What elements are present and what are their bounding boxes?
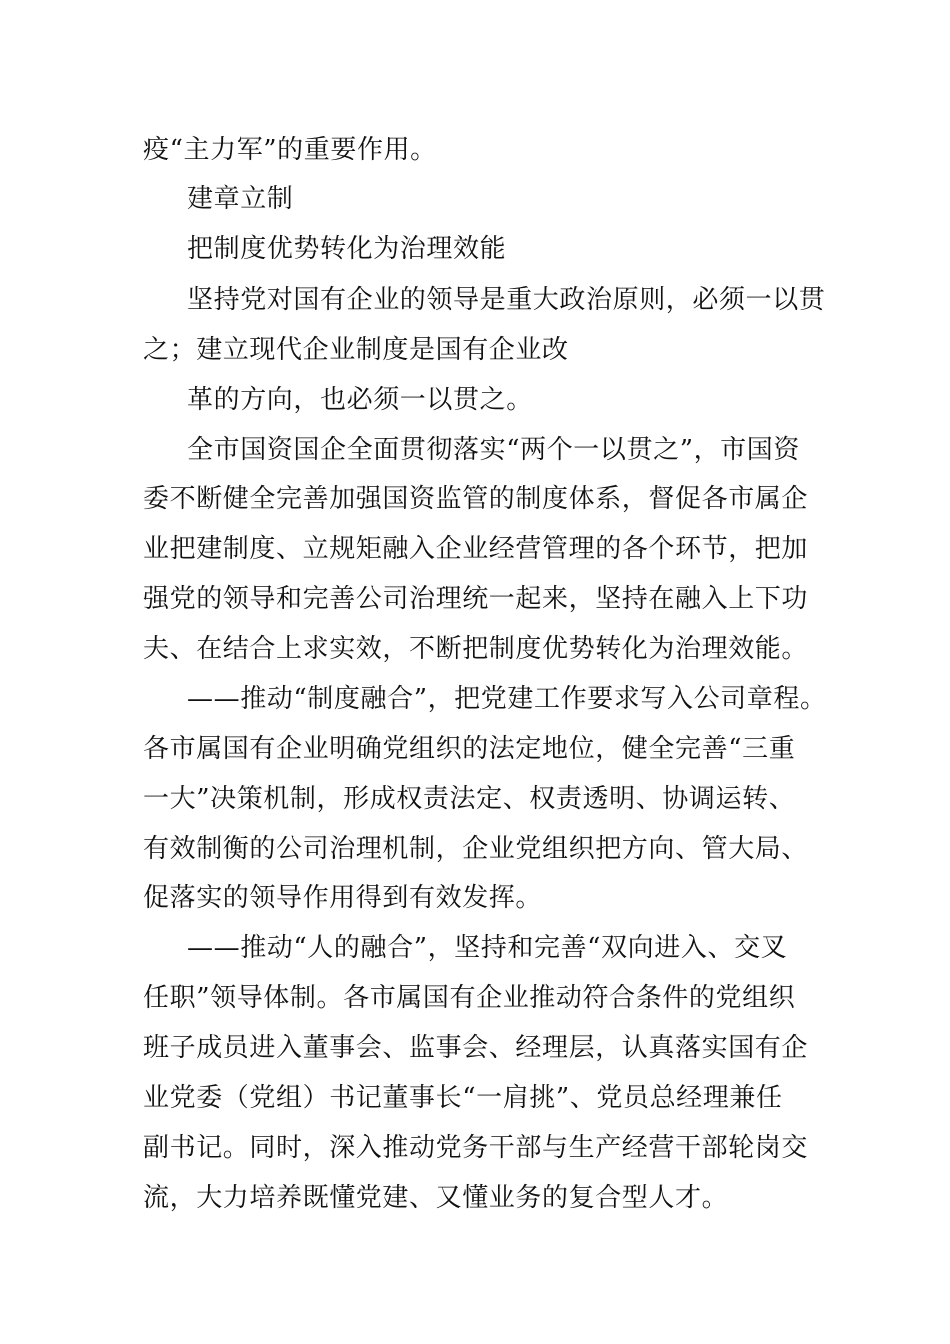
text-line: 强党的领导和完善公司治理统一起来，坚持在融入上下功 — [143, 584, 809, 614]
text-line: 全市国资国企全面贯彻落实“两个一以贯之”，市国资 — [187, 435, 800, 465]
text-line: 委不断健全完善加强国资监管的制度体系，督促各市属企 — [143, 484, 809, 514]
text-line: 班子成员进入董事会、监事会、经理层，认真落实国有企 — [143, 1033, 809, 1063]
text-line: 革的方向，也必须一以贯之。 — [187, 385, 533, 415]
section-subheading: 把制度优势转化为治理效能 — [187, 234, 507, 264]
text-line: 坚持党对国有企业的领导是重大政治原则，必须一以贯 — [187, 285, 826, 315]
text-line: 任职”领导体制。各市属国有企业推动符合条件的党组织 — [143, 983, 796, 1013]
text-line: 夫、在结合上求实效，不断把制度优势转化为治理效能。 — [143, 634, 809, 664]
text-line: 之；建立现代企业制度是国有企业改 — [143, 335, 569, 365]
text-line: 流，大力培养既懂党建、又懂业务的复合型人才。 — [143, 1183, 729, 1213]
text-line: 有效制衡的公司治理机制，企业党组织把方向、管大局、 — [143, 834, 809, 864]
text-line: 各市属国有企业明确党组织的法定地位，健全完善“三重 — [143, 734, 796, 764]
text-line: ——推动“人的融合”，坚持和完善“双向进入、交叉 — [187, 933, 788, 963]
section-heading: 建章立制 — [187, 184, 294, 214]
text-line: ——推动“制度融合”，把党建工作要求写入公司章程。 — [187, 684, 827, 714]
text-line: 促落实的领导作用得到有效发挥。 — [143, 883, 543, 913]
text-line: 副书记。同时，深入推动党务干部与生产经营干部轮岗交 — [143, 1133, 809, 1163]
text-line: 业党委（党组）书记董事长“一肩挑”、党员总经理兼任 — [143, 1083, 783, 1113]
text-line: 业把建制度、立规矩融入企业经营管理的各个环节，把加 — [143, 534, 809, 564]
text-line: 一大”决策机制，形成权责法定、权责透明、协调运转、 — [143, 784, 796, 814]
text-line: 疫“主力军”的重要作用。 — [143, 135, 437, 165]
